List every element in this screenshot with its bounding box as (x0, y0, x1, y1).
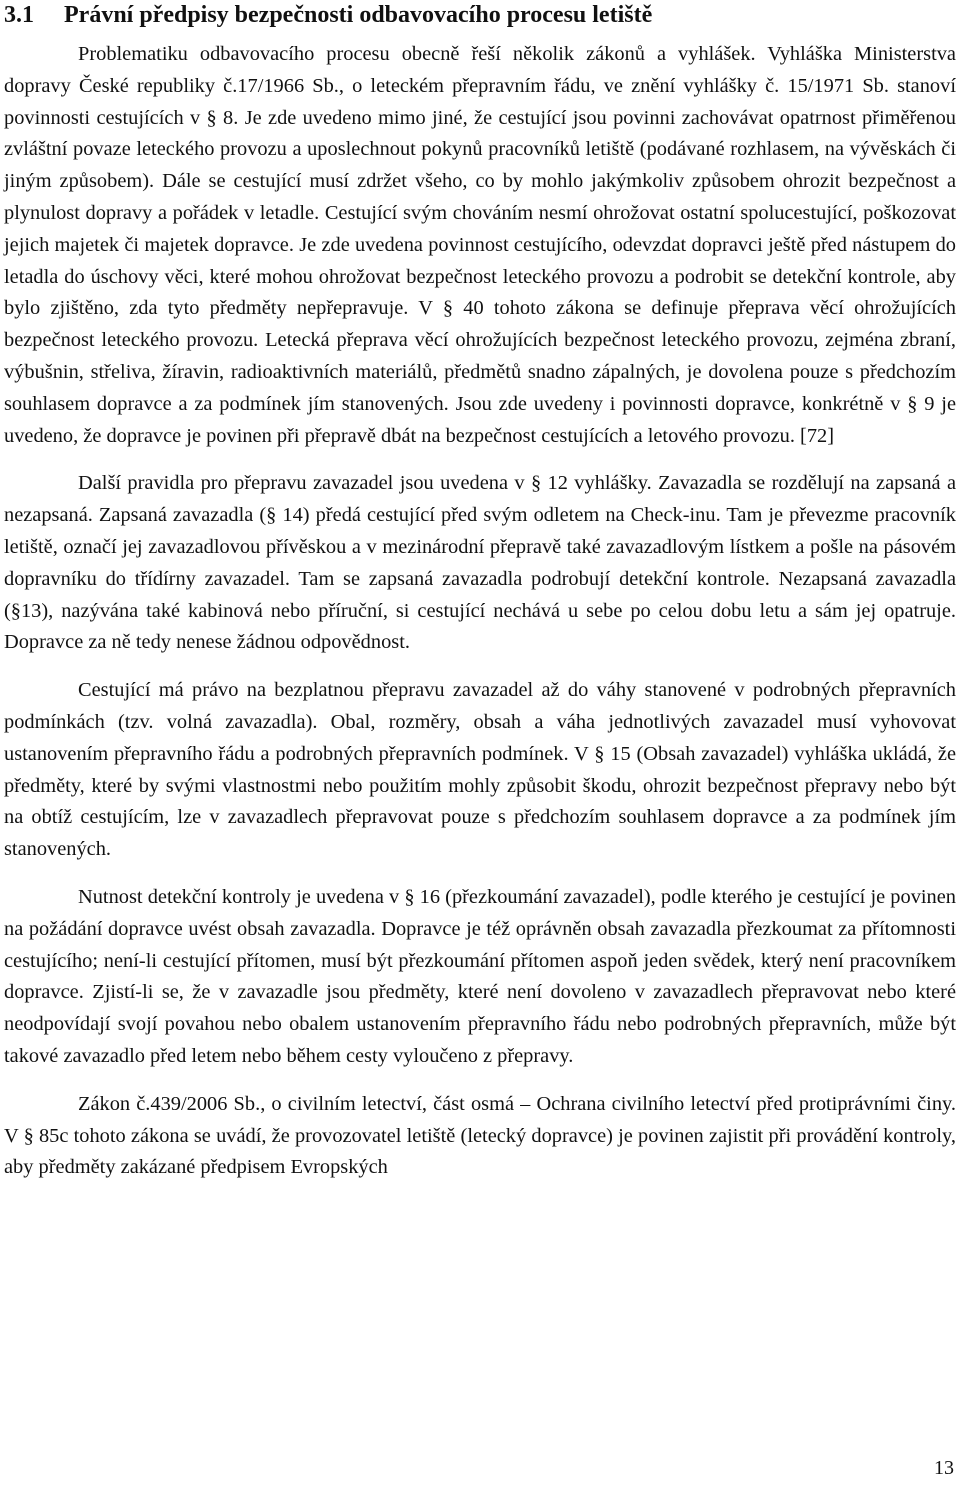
paragraph-4: Nutnost detekční kontroly je uvedena v § 16 (přezkoumání zavazadel), podle kterého je cestující je povinen na požádání dopravce uvést obsah zavazadla. Dopravce je též oprávněn obsah zavazadla přezkoumat za přítomnosti cestujícího; není-li cestující přítomen, musí být přezkoumání přítomen aspoň jeden svědek, který není pracovníkem dopravce. Zjistí-li se, že v zavazadle jsou předměty, které není dovoleno v zavazadlech přepravovat nebo které neodpovídají svojí povahou nebo obalem ustanovením přepravního řádu nebo podrobných přepravních, může být takové zavazadlo před letem nebo během cesty vyloučeno z přepravy. (4, 885, 956, 1067)
section-title: Právní předpisy bezpečnosti odbavovacího procesu letiště (64, 2, 653, 28)
page-number: 13 (934, 1457, 954, 1479)
paragraph-3: Cestující má právo na bezplatnou přepravu zavazadel až do váhy stanovené v podrobných přepravních podmínkách (tzv. volná zavazadla). Obal, rozměry, obsah a váha jednotlivých zavazadel musí vyhovovat ustanovením přepravního řádu a podrobných přepravních podmínek. V § 15 (Obsah zavazadel) vyhláška ukládá, že předměty, které by svými vlastnostmi nebo použitím mohly způsobit škodu, ohrozit bezpečnost přepravy nebo být na obtíž cestujícím, lze v zavazadlech přepravovat pouze s předchozím souhlasem dopravce a za podmínek jím stanovených. (4, 679, 956, 861)
body-text (4, 39, 956, 1184)
paragraph-1: Problematiku odbavovacího procesu obecně řeší několik zákonů a vyhlášek. Vyhláška Ministerstva dopravy České republiky č.17/1966 Sb., o leteckém přepravním řádu, ve znění vyhlášky č. 15/1971 Sb. stanoví povinnosti cestujících v § 8. Je zde uvedeno mimo jiné, že cestující jsou povinni zachovávat opatrnost přiměřenou zvláštní povaze leteckého provozu a uposlechnout pokynů pracovníků letiště (podávané rozhlasem, na vývěskách či jiným způsobem). Dále se cestující musí zdržet všeho, co by mohlo jakýmkoliv způsobem ohrozit bezpečnost a plynulost dopravy a pořádek v letadle. Cestující svým chováním nesmí ohrožovat ostatní spolucestující, poškozovat jejich majetek či majetek dopravce. Je zde uvedena povinnost cestujícího, odevzdat dopravci ještě před nástupem do letadla do úschovy věci, které mohou ohrožovat bezpečnost leteckého provozu a podrobit se detekční kontrole, aby bylo zjištěno, zda tyto předměty nepřepravuje. V § 40 tohoto zákona se definuje přeprava věcí ohrožujících bezpečnost leteckého provozu. Letecká přeprava věcí ohrožujících bezpečnost leteckého provozu, zejména zbraní, výbušnin, střeliva, žíravin, radioaktivních materiálů, předmětů snadno zápalných, je dovolena pouze s předchozím souhlasem dopravce a za podmínek jím stanovených. Jsou zde uvedeny i povinnosti dopravce, konkrétně v § 9 je uvedeno, že dopravce je povinen při přepravě dbát na bezpečnost cestujících a letového provozu. [72] (4, 43, 956, 447)
paragraph-2: Další pravidla pro přepravu zavazadel jsou uvedena v § 12 vyhlášky. Zavazadla se rozdělují na zapsaná a nezapsaná. Zapsaná zavazadla (§ 14) předá cestující před svým odletem na Check-inu. Tam je převezme pracovník letiště, označí jej zavazadlovou přívěskou a v mezinárodní přepravě také zavazadlovým lístkem a pošle na pásovém dopravníku do třídírny zavazadel. Tam se zapsaná zavazadla podrobují detekční kontrole. Nezapsaná zavazadla (§13), nazývána také kabinová nebo příruční, si cestující nechává u sebe po celou dobu letu a sám jej opatruje. Dopravce za ně tedy nenese žádnou odpovědnost. (4, 472, 956, 654)
section-number: 3.1 (4, 2, 34, 28)
section-heading (4, 0, 954, 30)
paragraph-5: Zákon č.439/2006 Sb., o civilním letectví, část osmá – Ochrana civilního letectví před protiprávními činy. V § 85c tohoto zákona se uvádí, že provozovatel letiště (letecký dopravce) je povinen zajistit při provádění kontroly, aby předměty zakázané předpisem Evropských (4, 1092, 956, 1179)
